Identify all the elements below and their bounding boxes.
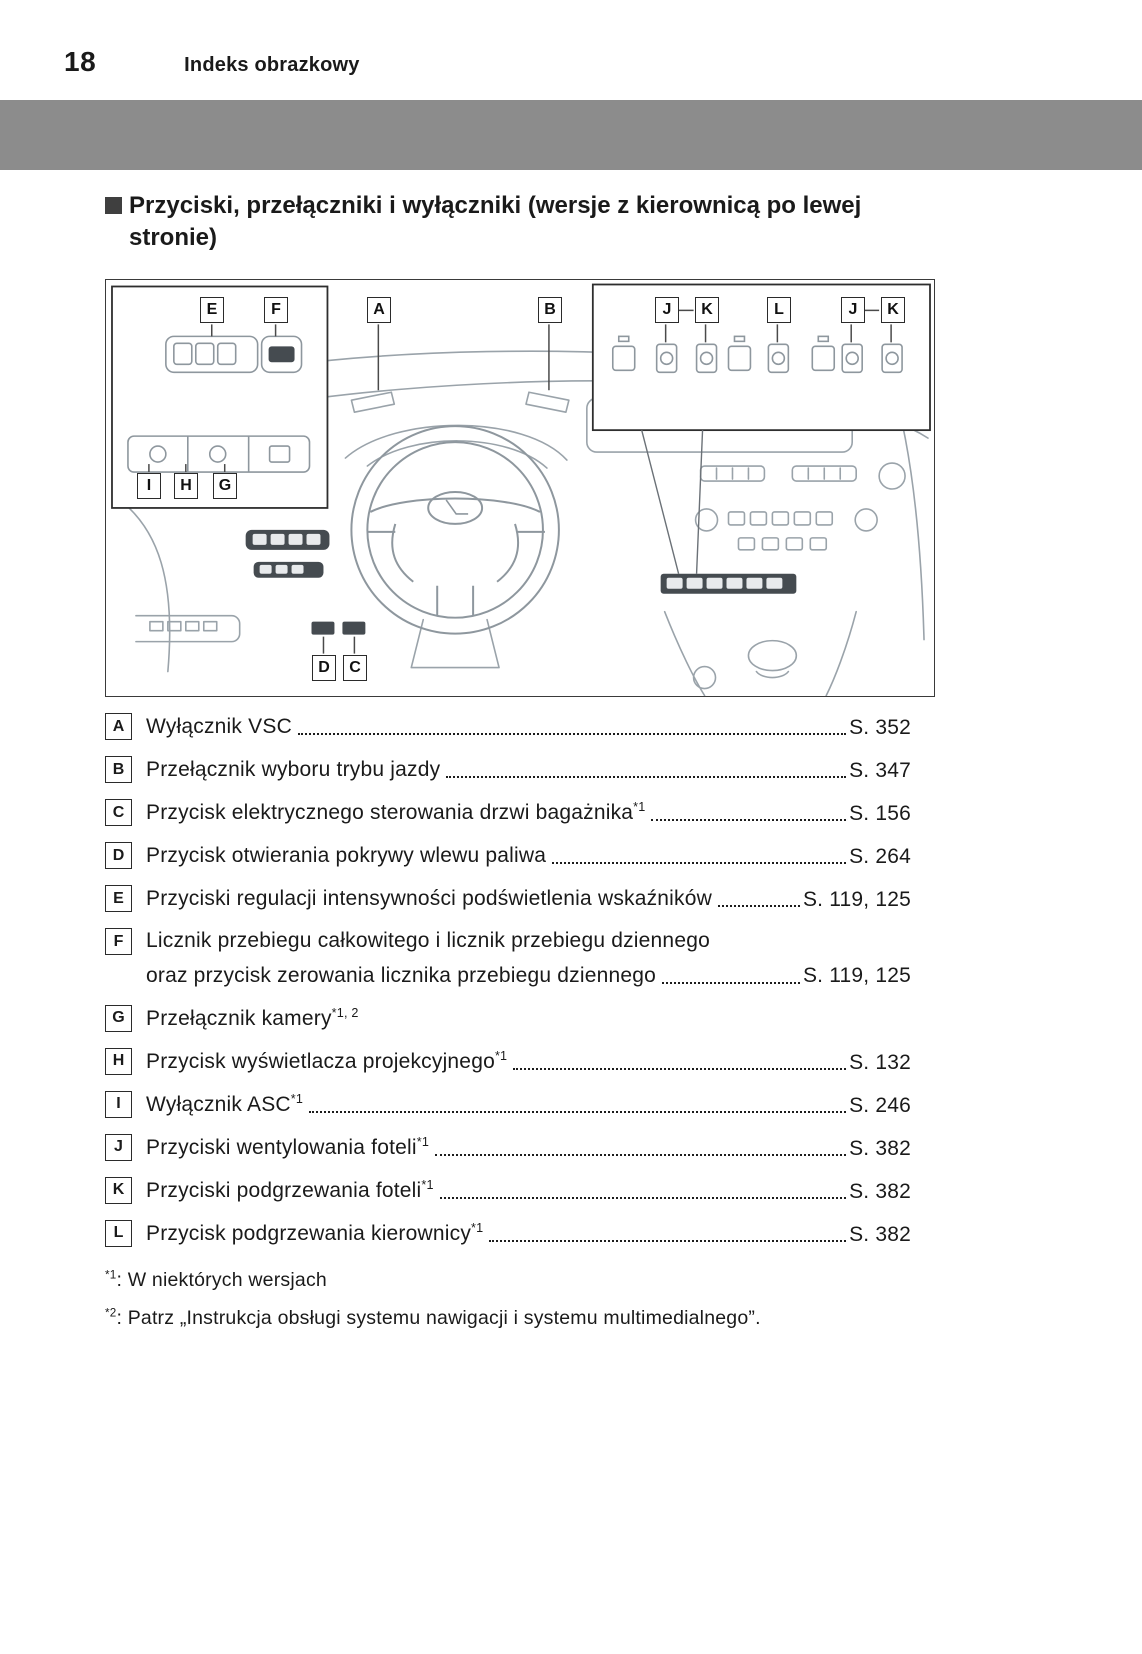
index-row-l	[105, 1220, 911, 1247]
callout-k-right: K	[881, 297, 905, 323]
index-label: Przełącznik wyboru trybu jazdy	[146, 758, 441, 782]
page-ref: S. 382	[849, 1136, 911, 1160]
callout-a: A	[367, 297, 391, 323]
page-ref: S. 119, 125	[802, 888, 911, 912]
picture-index-list	[105, 713, 911, 1247]
index-label: Przycisk elektrycznego sterowania drzwi bagażnika$^{*1}$	[146, 800, 646, 825]
index-letter-box: L	[105, 1220, 132, 1247]
index-row-b	[105, 756, 911, 783]
index-row-k	[105, 1177, 911, 1204]
footnote-text: : Patrz „Instrukcja obsługi systemu nawigacji i systemu multimedialnego”.	[116, 1306, 761, 1329]
page-ref: S. 352	[849, 716, 911, 740]
index-label: Przyciski regulacji intensywności podświetlenia wskaźników	[146, 887, 712, 911]
dotted-leader	[651, 819, 846, 821]
page-number: 18	[64, 46, 97, 77]
index-row-f	[105, 928, 911, 989]
index-row-j	[105, 1134, 911, 1161]
section-title-line1: Przyciski, przełączniki i wyłączniki (wersje z kierownicą po lewej	[129, 192, 862, 219]
index-letter-box: H	[105, 1048, 132, 1075]
page-header	[64, 46, 360, 78]
index-row-d	[105, 842, 911, 869]
dotted-leader	[489, 1240, 846, 1242]
index-label: Przyciski wentylowania foteli$^{*1}$	[146, 1134, 430, 1159]
dotted-leader	[298, 733, 846, 735]
dotted-leader	[446, 776, 846, 778]
index-letter-box: G	[105, 1005, 132, 1032]
chapter-title: Indeks obrazkowy	[184, 54, 360, 76]
index-label-line1: Licznik przebiegu całkowitego i licznik przebiegu dziennego	[146, 929, 710, 953]
index-letter-box: D	[105, 842, 132, 869]
climate-inset-frame	[593, 285, 930, 431]
callout-k-left: K	[695, 297, 719, 323]
index-label: Przycisk otwierania pokrywy wlewu paliwa	[146, 844, 547, 868]
page-ref: S. 156	[849, 802, 911, 826]
index-label: Przycisk wyświetlacza projekcyjnego$^{*1}$	[146, 1048, 508, 1073]
dotted-leader	[552, 862, 846, 864]
callout-j-left: J	[655, 297, 679, 323]
dotted-leader	[435, 1154, 846, 1156]
index-row-i	[105, 1091, 911, 1118]
footnote-1	[105, 1269, 937, 1292]
page-ref: S. 347	[849, 759, 911, 783]
page-ref: S. 119, 125	[802, 963, 911, 987]
callout-i: I	[137, 473, 161, 499]
footnotes	[105, 1269, 937, 1330]
page-ref: S. 382	[849, 1179, 911, 1203]
index-row-c	[105, 799, 911, 826]
callout-j-right: J	[841, 297, 865, 323]
section-title-line2: stronie)	[129, 223, 218, 251]
footnote-text: : W niektórych wersjach	[116, 1268, 327, 1291]
index-label-two-line	[146, 928, 911, 989]
page-ref: S. 246	[849, 1093, 911, 1117]
page-ref: S. 132	[849, 1050, 911, 1074]
index-label-line2: oraz przycisk zerowania licznika przebiegu dziennego	[146, 963, 656, 987]
page-content	[105, 190, 937, 1345]
index-label: Wyłącznik ASC$^{*1}$	[146, 1091, 304, 1116]
dotted-leader	[309, 1111, 846, 1113]
callout-l: L	[767, 297, 791, 323]
index-row-a	[105, 713, 911, 740]
index-row-g	[105, 1005, 911, 1032]
dotted-leader	[718, 905, 800, 907]
dotted-leader	[662, 982, 800, 984]
dotted-leader	[513, 1068, 846, 1070]
page-ref: S. 264	[849, 845, 911, 869]
footnote-marker: *2	[105, 1306, 117, 1320]
tailgate-button	[342, 622, 365, 635]
footnote-marker: *1	[105, 1268, 117, 1282]
callout-f: F	[264, 297, 288, 323]
index-row-h	[105, 1048, 911, 1075]
index-label: Przyciski podgrzewania foteli$^{*1}$	[146, 1177, 434, 1202]
index-letter-box: E	[105, 885, 132, 912]
callout-d: D	[312, 655, 336, 681]
index-letter-box: J	[105, 1134, 132, 1161]
section-title	[105, 190, 937, 253]
index-letter-box: B	[105, 756, 132, 783]
section-bullet-icon	[105, 197, 122, 214]
index-row-e	[105, 885, 911, 912]
footnote-2	[105, 1307, 937, 1330]
highlighted-controls	[246, 530, 797, 635]
dashboard-diagram	[105, 279, 935, 697]
index-letter-box: A	[105, 713, 132, 740]
lexus-emblem-icon	[428, 492, 482, 524]
callout-b: B	[538, 297, 562, 323]
index-letter-box: I	[105, 1091, 132, 1118]
page-ref: S. 382	[849, 1222, 911, 1246]
index-label: Wyłącznik VSC	[146, 715, 292, 739]
callout-e: E	[200, 297, 224, 323]
index-letter-box: K	[105, 1177, 132, 1204]
fuel-lid-button	[312, 622, 335, 635]
dotted-leader	[440, 1197, 846, 1199]
header-band	[0, 100, 1142, 170]
callout-g: G	[213, 473, 237, 499]
index-label-line2-row	[146, 963, 911, 989]
index-letter-box: C	[105, 799, 132, 826]
index-letter-box: F	[105, 928, 132, 955]
index-label: Przycisk podgrzewania kierownicy$^{*1}$	[146, 1220, 484, 1245]
index-label: Przełącznik kamery$^{*1, 2}$	[146, 1005, 359, 1030]
callout-c: C	[343, 655, 367, 681]
callout-h: H	[174, 473, 198, 499]
